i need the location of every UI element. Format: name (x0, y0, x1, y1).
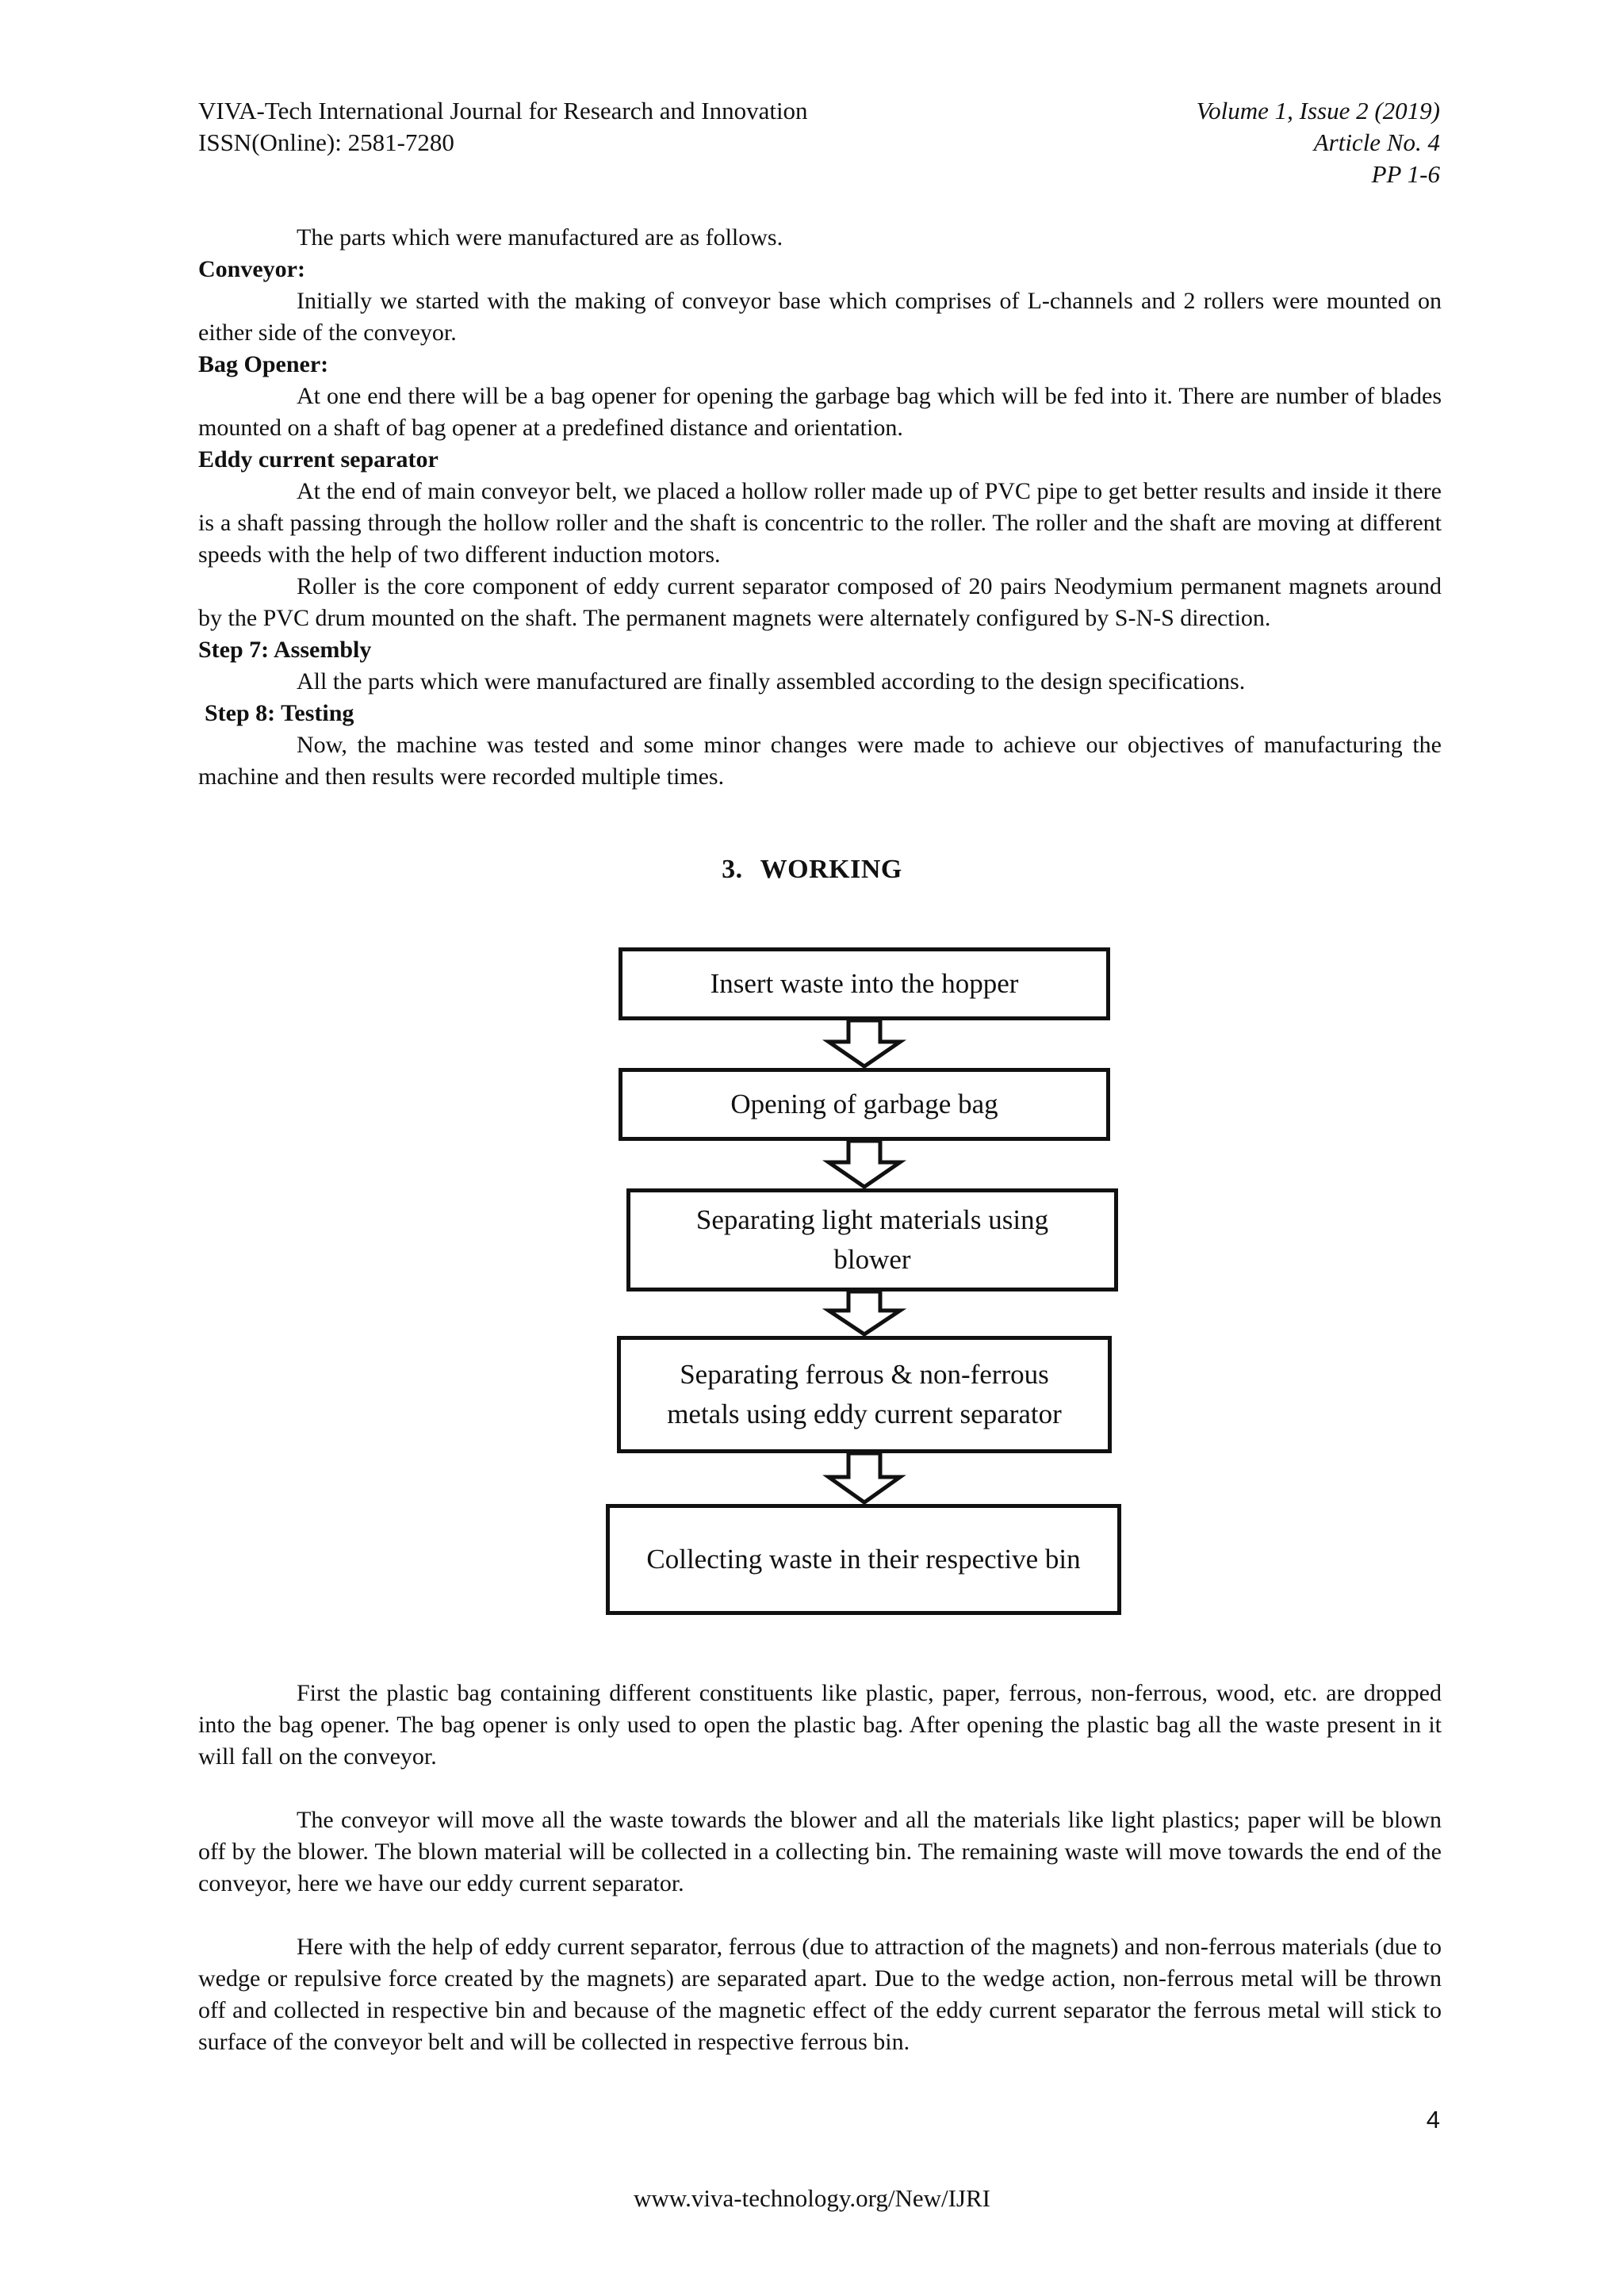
heading-eddy-current: Eddy current separator (198, 446, 439, 473)
flow-step-label: Insert waste into the hopper (710, 968, 1019, 999)
down-arrow-icon (813, 1292, 916, 1336)
section-number: 3. (722, 855, 743, 884)
flow-step-1 (619, 947, 1110, 1020)
paragraph-bag-opener: At one end there will be a bag opener for opening the garbage bag which will be fed into it. There are number of blades mounted on a shaft of bag opener at a predefined distance and orientation. (198, 383, 1442, 441)
page-number: 4 (1426, 2106, 1440, 2133)
paragraph-eddy-current-1: At the end of main conveyor belt, we placed a hollow roller made up of PVC pipe to get better results and inside it there is a shaft passing through the hollow roller and the shaft is concentric to the roller. The roller and the shaft are moving at different speeds with the help of two different induction motors. (198, 478, 1442, 568)
flow-step-2 (619, 1068, 1110, 1141)
paragraph-working-3: Here with the help of eddy current separator, ferrous (due to attraction of the magnets) and non-ferrous materials (due to wedge or repulsive force created by the magnets) are separated apart. Due to the wedge action, non-ferrous metal will be thrown off and collected in respective bin and because of the magnetic effect of the eddy current separator the ferrous metal will stick to surface of the conveyor belt and will be collected in respective ferrous bin. (198, 1934, 1442, 2055)
paragraph-working-1: First the plastic bag containing different constituents like plastic, paper, ferrous, non-ferrous, wood, etc. are dropped into the bag opener. The bag opener is only used to open the plastic bag. After opening the plastic bag all the waste present in it will fall on the conveyor. (198, 1680, 1442, 1770)
paragraph-step-7: All the parts which were manufactured are finally assembled according to the design specifications. (297, 668, 1246, 695)
footer-url: www.viva-technology.org/New/IJRI (634, 2184, 990, 2212)
heading-bag-opener: Bag Opener: (198, 351, 329, 377)
page-range: PP 1-6 (1371, 160, 1440, 188)
down-arrow-icon (813, 1453, 916, 1504)
heading-step-8: Step 8: Testing (205, 700, 354, 726)
heading-step-7: Step 7: Assembly (198, 637, 372, 663)
section-title: WORKING (760, 855, 902, 884)
heading-conveyor: Conveyor: (198, 256, 305, 282)
down-arrow-icon (813, 1020, 916, 1068)
running-header-right (1197, 95, 1440, 190)
paragraph-step-8: Now, the machine was tested and some minor changes were made to achieve our objectives of manufacturing the machine and then results were recorded multiple times. (198, 732, 1442, 790)
paragraph-working-2: The conveyor will move all the waste towards the blower and all the materials like light plastics; paper will be blown off by the blower. The blown material will be collected in a collecting bin. The remaining waste will move towards the end of the conveyor, here we have our eddy current separator. (198, 1807, 1442, 1896)
flow-step-3 (626, 1188, 1118, 1292)
volume-issue: Volume 1, Issue 2 (2019) (1196, 97, 1440, 124)
journal-name: VIVA-Tech International Journal for Research and Innovation (198, 97, 808, 124)
paragraph-intro: The parts which were manufactured are as follows. (297, 224, 783, 251)
flow-step-label: Opening of garbage bag (730, 1089, 998, 1119)
paragraph-conveyor: Initially we started with the making of conveyor base which comprises of L-channels and 2 rollers were mounted on either side of the conveyor. (198, 288, 1442, 346)
running-header-left (198, 95, 808, 159)
issn: ISSN(Online): 2581-7280 (198, 128, 454, 156)
flow-step-label: Collecting waste in their respective bin (646, 1544, 1081, 1575)
flow-step-5 (606, 1504, 1121, 1615)
flow-step-label: Separating light materials using blower (695, 1204, 1049, 1275)
down-arrow-icon (813, 1141, 916, 1188)
flow-step-4 (617, 1336, 1112, 1453)
section-heading (0, 855, 1624, 885)
paragraph-eddy-current-2: Roller is the core component of eddy current separator composed of 20 pairs Neodymium permanent magnets around by the PVC drum mounted on the shaft. The permanent magnets were alternately configured by S-N-S direction. (198, 573, 1442, 631)
body-text-bottom (198, 1678, 1442, 2090)
article-number: Article No. 4 (1313, 128, 1440, 156)
flow-step-label: Separating ferrous & non-ferrous metals using eddy current separator (667, 1359, 1062, 1429)
body-text-top (198, 222, 1442, 793)
